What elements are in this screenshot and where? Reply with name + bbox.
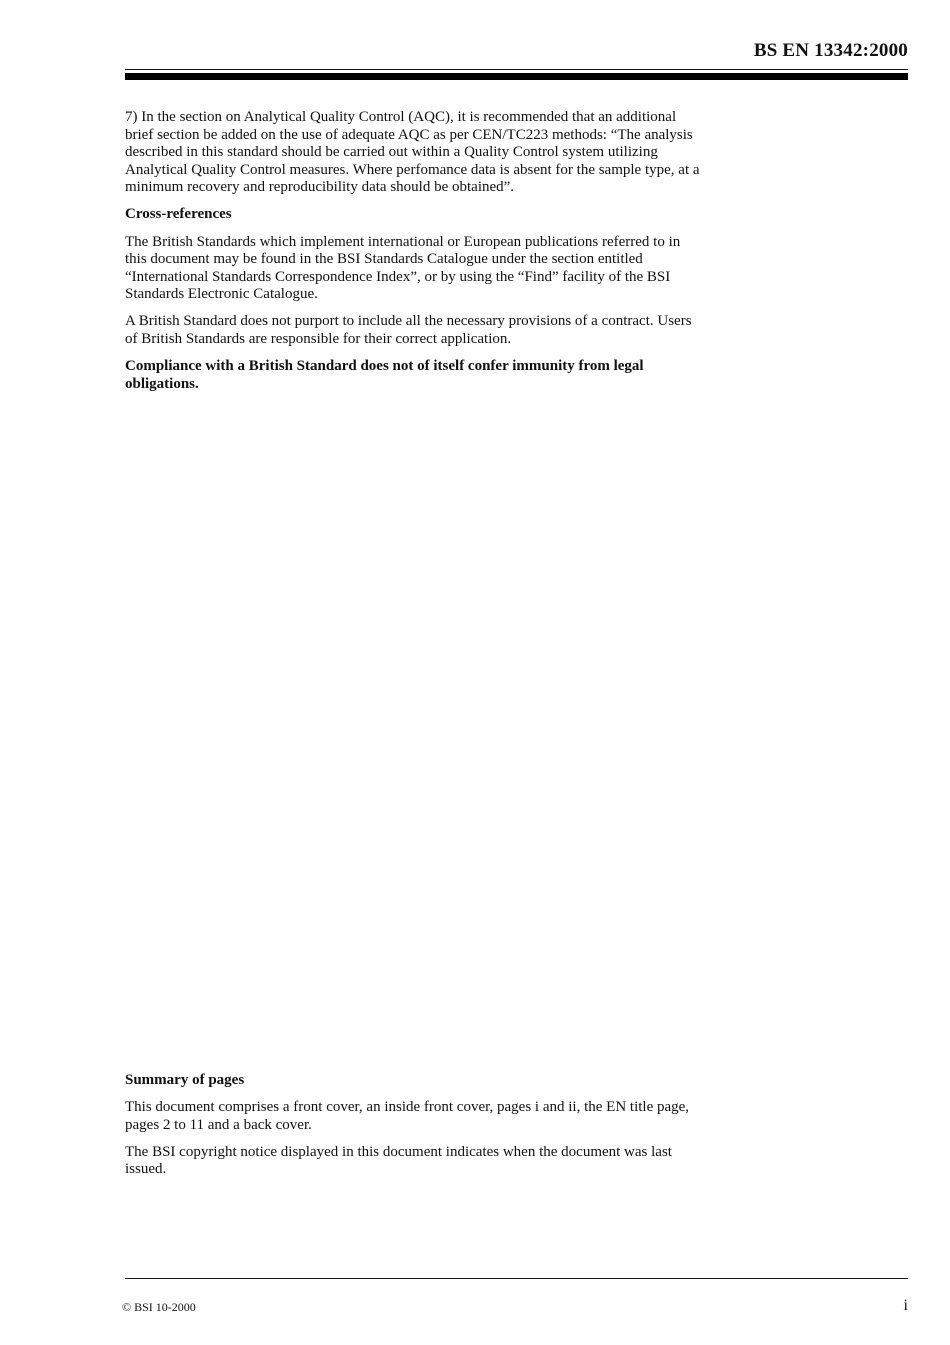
summary-heading: Summary of pages [125,1072,245,1088]
cross-references-paragraph: The British Standards which implement international or European publications referred to in this document may be found in the BSI Standards Catalogue under the section entitled “International Standards Correspondence Index”, or by using the “Find” facility of the BSI Standards Electronic Catalogue. [125,233,681,303]
summary-pages-paragraph: This document comprises a front cover, an inside front cover, pages i and ii, the EN title page, pages 2 to 11 and a back cover. [125,1099,690,1133]
provisions-paragraph: A British Standard does not purport to include all the necessary provisions of a contract. Users of British Standards are responsible for their correct application. [125,313,692,348]
note-7-paragraph: 7) In the section on Analytical Quality Control (AQC), it is recommended that an additional brief section be added on the use of adequate AQC as per CEN/TC223 methods: “The analysis described in this standard should be carried out within a Quality Control system utilizing Analytical Quality Control measures. Where perfomance data is absent for the sample type, at a minimum recovery and reproducibility data should be obtained”. [125,109,700,196]
header-divider-thin [125,69,908,70]
page-number: i [903,1297,908,1314]
footer-divider [125,1278,908,1279]
main-content [125,109,705,403]
compliance-paragraph: Compliance with a British Standard does not of itself confer immunity from legal obligations. [125,358,644,392]
copyright-notice-paragraph: The BSI copyright notice displayed in this document indicates when the document was last issued. [125,1143,672,1178]
header-divider-thick [125,73,908,80]
summary-of-pages-section [125,1072,705,1188]
cross-references-heading: Cross-references [125,206,232,223]
document-title: BS EN 13342:2000 [753,40,908,61]
footer-copyright: © BSI 10-2000 [122,1300,196,1314]
